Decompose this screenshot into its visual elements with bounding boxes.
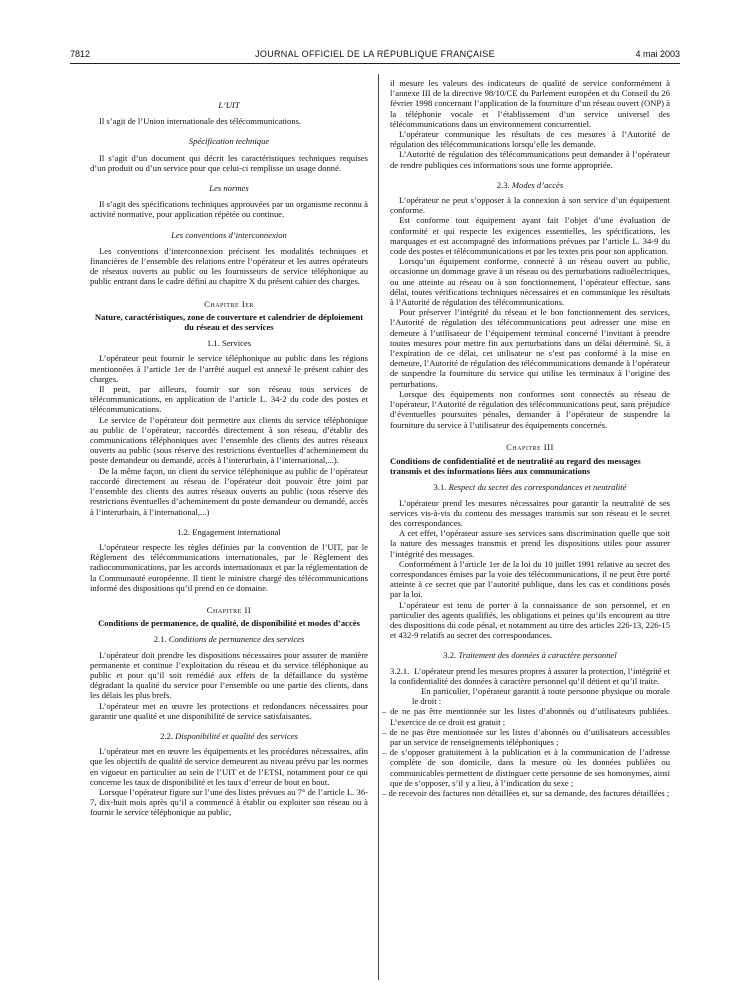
section-2-3-paragraph: Lorsque des équipements non conformes sont connectés au réseau de l’opérateur, l’Autorité de régulation des télécommunications peut, sans préjudice d’éventuelles poursuites pénales, demander à l’opérateur de suspendre la fourniture du service à l’utilisateur des équipements concernés. [390,388,670,430]
section-2-1-heading [90,634,368,644]
paragraph: L’opérateur communique les résultats de ces mesures à l’Autorité de régulation des télécommunications lorsqu’elle les demande. [390,129,670,150]
spec-text: Il s’agit d’un document qui décrit les caractéristiques techniques requises d’un produit ou d’un service pour que celui-ci remplisse un usage donné. [90,152,368,173]
chapter-1-label: Chapitre Ier [204,298,254,309]
right-column [382,78,670,798]
paragraph: L’Autorité de régulation des télécommunications peut demander à l’opérateur de rendre publiques ces informations sous une forme appropriée. [390,149,670,170]
header-rule [70,63,680,64]
page-header [70,49,680,63]
journal-title: JOURNAL OFFICIEL DE LA RÉPUBLIQUE FRANÇAISE [255,49,495,59]
left-column [90,78,368,818]
section-3-2-number: 3.2. [443,650,457,661]
section-2-3-paragraph: Pour préserver l’intégrité du réseau et le bon fonctionnement des services, l’Autorité de régulation des télécommunications peut adresser une mise en demeure à l’utilisateur de l’équipement terminal concerné l’invitant à prendre toutes mesures pour mettre fin aux perturbations dans un délai déterminé. Si, à l’expiration de ce délai, cet utilisateur ne s’est pas conformé à la mise en demeure, l’Autorité de régulation des télécommunications demande à l’opérateur de suspendre la fourniture du service qui utilise les terminaux à l’origine des perturbations. [390,307,670,389]
section-2-2-number: 2.2. [160,730,174,741]
section-1-1-paragraph: De la même façon, un client du service téléphonique au public de l’opérateur raccordé directement au réseau de l’opérateur doit pouvoir être joint par l’ensemble des clients des autres réseaux ouverts au public (sous réserve des restrictions éventuelles d’acheminement du poste demandeur ou demandé, accès à l’interurbain, à l’international,...) [90,465,368,517]
section-3-1-heading [390,482,670,492]
rights-list-item: – de ne pas être mentionnée sur les listes d’abonnés ou d’utilisateurs publiées. L’exercice de ce droit est gratuit ; [382,706,670,727]
section-2-1-number: 2.1. [153,634,167,645]
section-1-2-title: 1.2. Engagement international [177,526,281,537]
section-2-3-paragraph: Lorsqu’un équipement conforme, connecté à un réseau ouvert au public, occasionne un dommage grave à un réseau ou des perturbations radioélectriques, ou une atteinte au réseau ou à son fonctionnement, l’opérateur effectue, sans délai, toutes vérifications techniques nécessaires et en communique les résultats à l’Autorité de régulation des télécommunications. [390,256,670,308]
section-3-1-title: Respect du secret des correspondances et neutralité [448,482,627,493]
rights-list-item: – de recevoir des factures non détaillées et, sur sa demande, des factures détaillées ; [382,788,670,798]
issue-date: 4 mai 2003 [635,49,680,59]
section-2-1-paragraph: L’opérateur met en œuvre les protections et redondances nécessaires pour garantir une qualité et une disponibilité de service satisfaisantes. [90,700,368,721]
normes-heading: Les normes [209,183,249,194]
conventions-heading: Les conventions d’interconnexion [171,229,287,240]
conventions-text: Les conventions d’interconnexion précisent les modalités techniques et financières de l’ensemble des relations entre l’opérateur et les autres opérateurs de réseaux ouverts au public ou les fournisseurs de service téléphonique au public entrant dans le cadre défini au chapitre X du présent cahier des charges. [90,245,368,287]
section-3-2-1-number: 3.2.1. [390,665,410,676]
section-3-2-1-paragraph: En particulier, l’opérateur garantit à toute personne physique ou morale le droit : [412,685,670,707]
chapter-3-label: Chapitre III [506,441,554,452]
section-2-1-paragraph: L’opérateur doit prendre les dispositions nécessaires pour assurer de manière permanente et continue l’exploitation du réseau et du service téléphonique au public et pour qu’il soit remédié aux effets de la défaillance du système dégradant la qualité du service pour l’ensemble ou une partie des clients, dans les délais les plus brefs. [90,649,368,701]
section-2-2-title: Disponibilité et qualité des services [175,730,298,741]
section-1-1-paragraph: Il peut, par ailleurs, fournir sur son réseau tous services de télécommunications, en application de l’article L. 34-2 du code des postes et télécommunications. [90,384,368,415]
continued-paragraph: il mesure les valeurs des indicateurs de qualité de service conformément à l’annexe III de la directive 98/10/CE du Parlement européen et du Conseil du 26 février 1998 concernant l’application de la fourniture d’un réseau ouvert (ONP) à la téléphonie vocale et l’établissement d’un service universel des télécommunications dans un environnement concurrentiel. [390,78,670,129]
section-2-3-heading [390,180,670,190]
chapter-3-title: Conditions de confidentialité et de neutralité au regard des messages transmis et des informations liées aux communications [390,455,641,477]
section-3-1-paragraph: L’opérateur prend les mesures nécessaires pour garantir la neutralité de ses services vis-à-vis du contenu des messages transmis sur son réseau et le secret des correspondances. [390,497,670,528]
chapter-2-title: Conditions de permanence, de qualité, de disponibilité et modes d’accès [98,618,360,629]
page-number: 7812 [70,49,91,59]
uit-heading: L’UIT [218,100,240,110]
column-divider [378,74,379,980]
section-2-2-paragraph: Lorsque l’opérateur figure sur l’une des listes prévues au 7° de l’article L. 36-7, dix-huit mois après qu’il a commencé à établir ou exploiter son réseau ou à fournir le service téléphonique au public, [90,786,368,818]
rights-list-item: – de ne pas être mentionnée sur les listes d’abonnés ou d’utilisateurs accessibles par un service de renseignements téléphoniques ; [382,726,670,747]
section-3-1-paragraph: L’opérateur est tenu de porter à la connaissance de son personnel, et en particulier des agents qualifiés, les obligations et peines qu’ils encourent au titre des dispositions du code pénal, et notamment au titre des articles 226-13, 226-15 et 432-9 relatifs au secret des correspondances. [390,599,670,641]
section-3-2-1-text: L’opérateur prend les mesures propres à assurer la protection, l’intégrité et la confidentialité des données à caractère personnel qu’il détient et qu’il traite. [390,665,670,686]
rights-list-item: – de s’opposer gratuitement à la publication et à la communication de l’adresse complète de son domicile, dans la mesure où les données publiées ou communicables permettent de distinguer cette personne de ses homonymes, ainsi que de s’opposer, s’il y a lieu, à l’indication du sexe ; [382,747,670,788]
section-2-3-paragraph: Est conforme tout équipement ayant fait l’objet d’une évaluation de conformité et qui respecte les exigences essentielles, les spécifications, les marquages et est accompagné des informations prévues par l’article L. 34-9 du code des postes et télécommunications et par les textes pris pour son application. [390,215,670,257]
section-1-2-paragraph: L’opérateur respecte les règles définies par la convention de l’UIT, par le Règlement des télécommunications internationales, par le Règlement des radiocommunications, par les accords internationaux et par la réglementation de la Communauté européenne. Il tient le ministre chargé des télécommunications informé des dispositions qu’il prend en ce domaine. [90,541,368,593]
section-3-2-1-paragraph [390,666,670,686]
spec-heading: Spécification technique [188,136,270,147]
section-1-1-paragraph: L’opérateur peut fournir le service téléphonique au public dans les régions mentionnées à l’article 1er de l’arrêté auquel est annexé le présent cahier des charges. [90,353,368,384]
section-2-1-title: Conditions de permanence des services [168,634,305,645]
normes-text: Il s’agit des spécifications techniques approuvées par un organisme reconnu à activité normative, pour application répétée ou continue. [90,199,368,220]
section-3-2-title: Traitement des données à caractère personnel [458,650,617,661]
section-1-1-title: 1.1. Services [206,338,252,349]
section-3-2-heading [390,650,670,660]
chapter-2-label: Chapitre II [206,604,252,615]
section-2-3-paragraph: L’opérateur ne peut s’opposer à la connexion à son service d’un équipement conforme. [390,195,670,216]
uit-text: Il s’agit de l’Union internationale des télécommunications. [99,116,302,127]
section-2-2-heading [90,731,368,741]
section-3-1-paragraph: Conformément à l’article 1er de la loi du 10 juillet 1991 relative au secret des correspondances émises par la voie des télécommunications, il ne peut être porté atteinte à ce secret que par l’autorité publique, dans les cas et conditions posés par la loi. [390,558,670,600]
section-3-1-number: 3.1. [433,482,447,493]
section-3-1-paragraph: A cet effet, l’opérateur assure ses services sans discrimination quelle que soit la nature des messages transmis et prend les dispositions utiles pour assurer l’intégrité des messages. [390,528,670,559]
section-2-3-number: 2.3. [496,179,510,190]
section-1-1-paragraph: Le service de l’opérateur doit permettre aux clients du service téléphonique au public de l’opérateur, raccordés directement à son réseau, d’établir des communications téléphoniques avec l’ensemble des clients des autres réseaux ouverts au public (sous réserve des restrictions éventuelles d’acheminement du poste demandeur ou demandé, accès à l’interurbain, à l’international,...). [90,414,368,466]
chapter-1-title: Nature, caractéristiques, zone de couverture et calendrier de déploiement du réseau et des services [94,311,364,333]
section-2-3-title: Modes d’accès [511,179,564,190]
section-2-2-paragraph: L’opérateur met en œuvre les équipements et les procédures nécessaires, afin que les objectifs de qualité de service demeurent au niveau prévu par les normes en vigueur en particulier au sein de l’UIT et de l’ETSI, notamment pour ce qui concerne les taux de disponibilité et les taux d’erreur de bout en bout. [90,746,368,787]
